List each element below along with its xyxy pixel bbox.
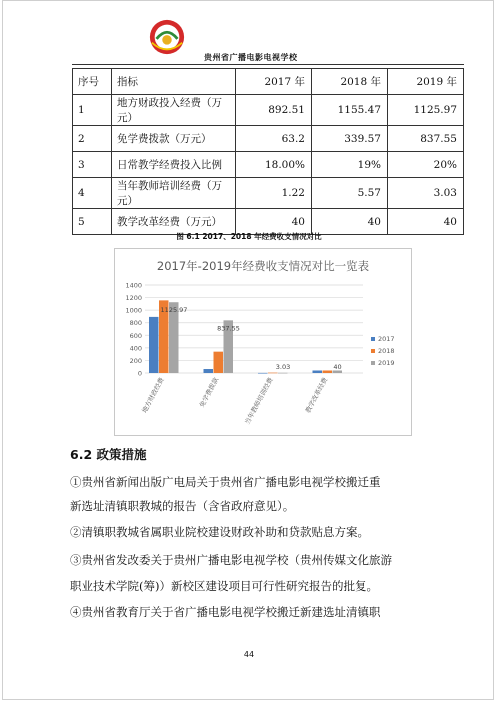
legend-swatch [371,361,375,365]
table-cell: 2 [73,126,112,152]
table-row [73,95,464,126]
legend-label: 2017 [378,335,395,343]
table-row [73,126,464,152]
table-cell: 1125.97 [388,95,464,126]
data-label: 837.55 [217,324,240,333]
bar [214,352,224,373]
header-cell: 指标 [112,69,236,95]
table-cell: 20% [388,152,464,178]
data-label: 1125.97 [160,306,188,315]
table-cell: 3 [73,152,112,178]
bar-chart-svg [115,249,411,435]
section-heading: 6.2 政策措施 [70,447,147,462]
table-cell: 892.51 [236,95,312,126]
legend-label: 2018 [378,347,395,355]
table-cell: 4 [73,178,112,209]
y-tick-label: 800 [129,319,142,328]
paragraph-line: 新选址清镇职教城的报告（含省政府意见）。 [70,499,295,513]
bar [149,317,159,373]
table-cell: 40 [312,209,388,235]
y-tick-label: 1000 [125,306,142,315]
table-cell: 教学改革经费（万元） [112,209,236,235]
bar [278,373,288,374]
header-title: 贵州省广播电影电视学校 [204,53,298,62]
legend-swatch [371,349,375,353]
bar [313,370,323,373]
legend-label: 2019 [378,359,395,367]
header-cell: 序号 [73,69,112,95]
table-cell: 339.57 [312,126,388,152]
bar [323,370,333,373]
y-tick-label: 1200 [125,294,142,303]
table-cell: 18.00% [236,152,312,178]
table-cell: 1 [73,95,112,126]
chart-title: 2017年-2019年经费收支情况对比一览表 [156,259,370,273]
table-cell: 1.22 [236,178,312,209]
x-tick-label: 教学改革经费 [303,376,330,415]
table-cell: 40 [236,209,312,235]
bar [268,373,278,374]
y-tick-label: 1400 [125,281,142,290]
legend-swatch [371,337,375,341]
table-cell: 日常教学经费投入比例 [112,152,236,178]
budget-table [72,68,464,235]
y-tick-label: 0 [137,369,142,378]
header-cell: 2018 年 [312,69,388,95]
table-header-row [73,69,464,95]
page-header [72,18,464,65]
table-row [73,178,464,209]
table-cell: 5 [73,209,112,235]
paragraph-line: 职业技术学院(筹)）新校区建设项目可行性研究报告的批复。 [70,579,378,593]
x-tick-label: 地方财政经费 [140,376,166,415]
table-cell: 当年教师培训经费（万元） [112,178,236,209]
x-tick-label: 免学费拨款 [197,376,221,409]
paragraph-line: ④贵州省教育厅关于省广播电影电视学校搬迁新建选址清镇职 [70,605,381,619]
header-cell: 2017 年 [236,69,312,95]
table-cell: 5.57 [312,178,388,209]
paragraph-line: ②清镇职教城省属职业院校建设财政补助和贷款贴息方案。 [70,525,369,539]
y-tick-label: 400 [129,344,142,353]
y-tick-label: 600 [129,331,142,340]
table-row [73,152,464,178]
data-label: 3.03 [275,363,291,371]
bar-chart [114,248,412,436]
page-number: 44 [243,650,255,659]
table-cell: 837.55 [388,126,464,152]
bar [204,369,214,373]
table-cell: 免学费拨款（万元） [112,126,236,152]
table-cell: 40 [388,209,464,235]
school-logo [148,18,186,56]
bar [258,373,268,374]
paragraph-line: ①贵州省新闻出版广电局关于贵州省广播电影电视学校搬迁重 [70,475,381,489]
x-tick-label: 当年教师培训经费 [243,376,275,426]
data-label: 40 [333,363,342,371]
paragraph-line: ③贵州省发改委关于贵州广播电影电视学校（贵州传媒文化旅游 [70,553,392,567]
table-cell: 1155.47 [312,95,388,126]
table-cell: 19% [312,152,388,178]
y-tick-label: 200 [129,356,142,365]
header-cell: 2019 年 [388,69,464,95]
figure-caption: 图 6.1 2017、2018 年经费收支情况对比 [176,232,322,241]
table-cell: 3.03 [388,178,464,209]
table-cell: 地方财政投入经费（万元） [112,95,236,126]
table-cell: 63.2 [236,126,312,152]
